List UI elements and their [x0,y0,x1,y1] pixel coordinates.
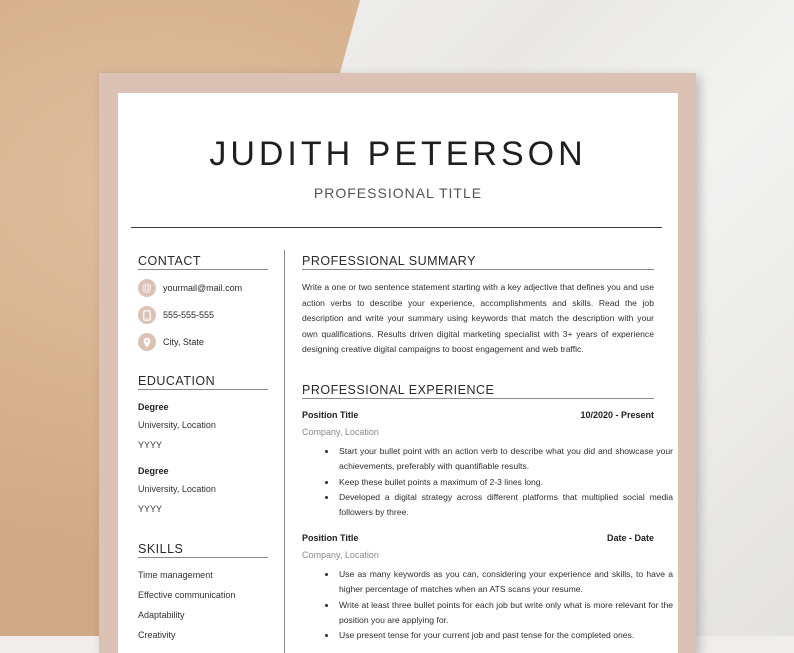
skills-heading-rule [138,557,268,558]
contact-email-text: yourmail@mail.com [163,283,243,293]
contact-phone-text: 555-555-555 [163,310,215,320]
job-bullet: • Use present tense for your current job and past tense for the completed ones. [337,628,673,643]
header-divider [131,227,662,228]
experience-heading: PROFESSIONAL EXPERIENCE [302,383,495,397]
contact-phone [138,306,214,324]
skill-item: Time management [138,570,213,580]
education-heading-rule [138,389,268,390]
job-date-2: Date - Date [606,533,654,543]
job-bullet: • Keep these bullet points a maximum of 2-3 lines long. [337,475,673,490]
contact-email [138,279,242,297]
job-bullet: • Start your bullet point with an action verb to describe what you did and showcase your achievements, preferably with quantifiable results. [337,444,673,475]
contact-heading-rule [138,269,268,270]
education-year-2: YYYY [138,504,163,514]
job-bullet: • Use as many keywords as you can, considering your experience and skills, to have a higher percentage of matches when an ATS scans your resume. [337,567,673,598]
job-position-1: Position Title [302,410,359,420]
resume-page [118,93,678,653]
education-degree-1: Degree [138,402,169,412]
at-icon: @ [138,279,156,297]
job-bullets-1 [318,444,673,520]
professional-title: PROFESSIONAL TITLE [313,185,483,201]
job-position-2: Position Title [302,533,359,543]
job-company-2: Company, Location [302,550,379,560]
education-degree-2: Degree [138,466,169,476]
job-bullets-2 [318,567,673,643]
education-school-2: University, Location [138,484,216,494]
summary-heading-rule [302,269,654,270]
education-school-1: University, Location [138,420,216,430]
skill-item: Creativity [138,630,176,640]
summary-heading: PROFESSIONAL SUMMARY [302,254,476,268]
skill-item: Effective communication [138,590,236,600]
contact-heading: CONTACT [138,254,201,268]
resume-name: JUDITH PETERSON [209,135,587,173]
job-bullet: • Developed a digital strategy across different platforms that multiplied social media followers by three. [337,490,673,521]
contact-location-text: City, State [163,337,204,347]
experience-heading-rule [302,398,654,399]
skill-item: Adaptability [138,610,185,620]
location-pin-icon [138,333,156,351]
education-heading: EDUCATION [138,374,216,388]
education-year-1: YYYY [138,440,163,450]
job-company-1: Company, Location [302,427,379,437]
skills-heading: SKILLS [138,542,184,556]
phone-icon [138,306,156,324]
summary-text: Write a one or two sentence statement starting with a key adjective that defines you and use action verbs to describe your experience, accomplishments and skills. Read the job description and write your summary using keywords that match the description with your own qualifications. Results driven digital marketing specialist with 3+ years of experience designing creative digital campaigns to boost engagement and web traffic. [302,282,654,355]
job-bullet: • Write at least three bullet points for each job but write only what is more relevant for the position you are applying for. [337,598,673,629]
column-divider [284,250,285,653]
job-date-1: 10/2020 - Present [580,410,654,420]
contact-location [138,333,204,351]
